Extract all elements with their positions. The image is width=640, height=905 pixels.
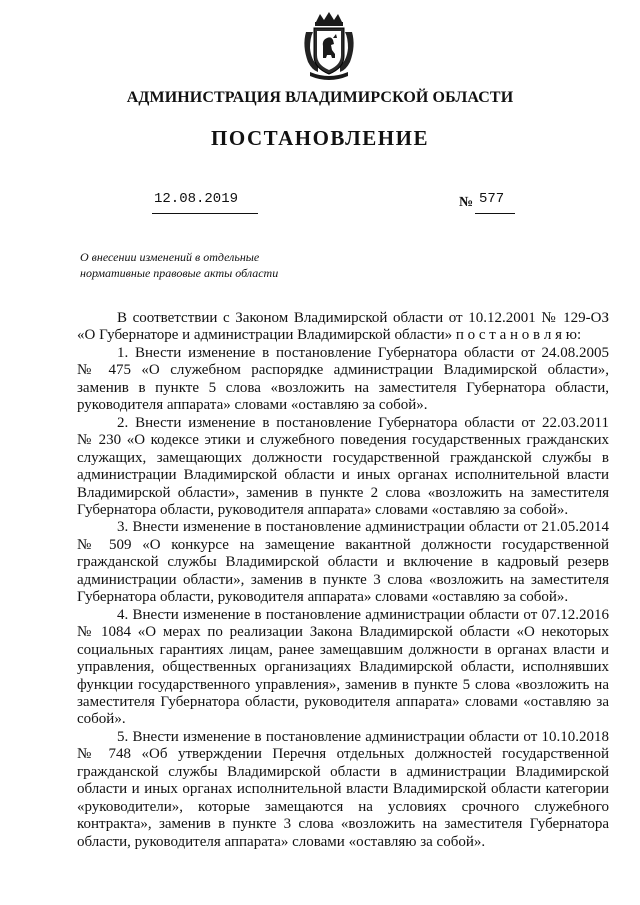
document-subject — [80, 249, 278, 281]
paragraph-line: 2. Внести изменение в постановление Губернатора области от 22.03.2011 — [117, 414, 609, 431]
paragraph-line: «руководители», которые замещаются на условиях срочного служебного — [77, 798, 609, 815]
paragraph-line: № 230 «О кодексе этики и служебного поведения государственных гражданских — [77, 432, 609, 449]
organization-name: АДМИНИСТРАЦИЯ ВЛАДИМИРСКОЙ ОБЛАСТИ — [126, 89, 514, 106]
subject-line: О внесении изменений в отдельные — [80, 250, 260, 264]
paragraph-line: гражданской службы Владимирской области в администрации Владимирской — [77, 763, 609, 780]
paragraph-line: управления, общественных организациях Владимирской области, исполнявших — [77, 659, 609, 676]
paragraph-line: 4. Внести изменение в постановление администрации области от 07.12.2016 — [117, 606, 609, 623]
paragraph-2 — [77, 415, 609, 520]
paragraph-line: Губернатора области, руководителя аппарата» словами «оставляю за собой». — [77, 501, 569, 518]
paragraph-line: № 1084 «О мерах по реализации Закона Владимирской области «О некоторых — [77, 624, 609, 641]
paragraph-line: № 748 «Об утверждении Перечня отдельных должностей государственной — [77, 746, 609, 763]
paragraph-line: 5. Внести изменение в постановление администрации области от 10.10.2018 — [117, 728, 609, 745]
coat-of-arms-icon — [298, 10, 360, 82]
paragraph-3 — [77, 519, 609, 606]
paragraph-line: области, руководителя аппарата» словами «оставляю за собой». — [77, 833, 486, 850]
paragraph-line: № 475 «О служебном распорядке администрации Владимирской области», — [77, 362, 609, 379]
paragraph-5 — [77, 729, 609, 851]
paragraph-4 — [77, 607, 609, 729]
paragraph-line: 3. Внести изменение в постановление администрации области от 21.05.2014 — [117, 519, 609, 536]
paragraph-line: функции государственного управления», заменив в пункте 5 слова «возложить на — [77, 676, 609, 693]
paragraph-1 — [77, 345, 609, 415]
document-date: 12.08.2019 — [152, 191, 258, 214]
paragraph-line: служащих, замещающих должности государственной гражданской службы в — [77, 449, 609, 466]
paragraph-line: Губернатора области, руководителя аппарата» словами «оставляю за собой». — [77, 589, 569, 606]
preamble-line: В соответствии с Законом Владимирской области от 10.12.2001 № 129-ОЗ — [117, 310, 609, 326]
paragraph-line: собой». — [77, 711, 126, 728]
paragraph-line: администрации области», заменив в пункте 3 слова «возложить на заместителя — [77, 571, 609, 588]
paragraph-line: руководителя аппарата» словами «оставляю за собой». — [77, 397, 428, 414]
paragraph-line: заменив в пункте 5 слова «возложить на заместителя Губернатора области, — [77, 379, 609, 396]
paragraph-line: контракта», заменив в пункте 3 слова «возложить на заместителя Губернатора — [77, 816, 609, 833]
document-number: 577 — [475, 191, 515, 214]
paragraph-line: гражданской службы Владимирской области и включение в кадровый резерв — [77, 554, 609, 571]
subject-line: нормативные правовые акты области — [80, 266, 279, 280]
paragraph-line: Владимирской области», заменив в пункте 2 слова «возложить на заместителя — [77, 484, 609, 501]
preamble — [77, 310, 609, 345]
paragraph-line: области и иных органах исполнительной власти Владимирской области категории — [77, 781, 609, 798]
paragraph-line: 1. Внести изменение в постановление Губернатора области от 24.08.2005 — [117, 344, 609, 361]
paragraph-line: администрации Владимирской области и иных органах исполнительной власти — [77, 467, 609, 484]
document-body — [77, 310, 609, 851]
paragraph-line: заместителя Губернатора области, руководителя аппарата» словами «оставляю за — [77, 693, 609, 710]
preamble-line: «О Губернаторе и администрации Владимирской области» п о с т а н о в л я ю: — [77, 327, 582, 344]
document-type-title: ПОСТАНОВЛЕНИЕ — [211, 126, 429, 150]
number-sign: № — [459, 195, 474, 210]
paragraph-line: № 509 «О конкурсе на замещение вакантной должности государственной — [77, 536, 609, 553]
paragraph-line: социальных гарантиях лицам, ранее замещавшим должности в органах власти и — [77, 641, 609, 658]
